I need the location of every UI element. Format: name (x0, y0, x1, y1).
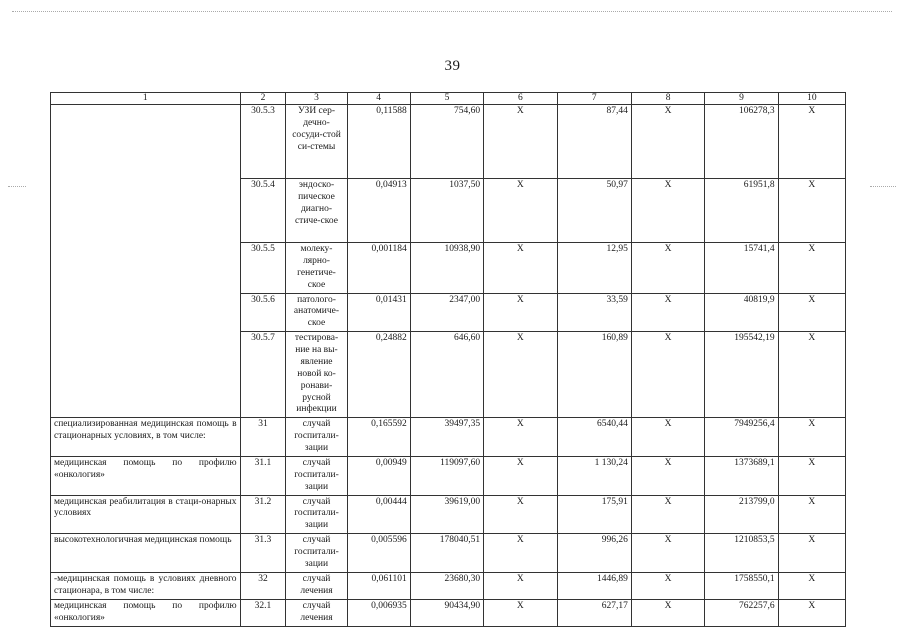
x-cell: Х (631, 332, 704, 418)
header-cell: 10 (778, 93, 845, 105)
value-cell: 996,26 (557, 534, 631, 573)
value-cell: 0,165592 (347, 418, 410, 457)
name-cell: -медицинская помощь в условиях дневного стационара, в том числе: (51, 572, 241, 599)
value-cell: 1758550,1 (705, 572, 778, 599)
x-cell: Х (631, 243, 704, 294)
name-cell: медицинская помощь по профилю «онкология» (51, 599, 241, 626)
table-row (51, 418, 846, 457)
unit-cell: патолого-анатомиче-ское (286, 293, 347, 332)
unit-cell: случай госпитали-зации (286, 495, 347, 534)
header-cell: 2 (240, 93, 286, 105)
value-cell: 762257,6 (705, 599, 778, 626)
value-cell: 40819,9 (705, 293, 778, 332)
unit-cell: случай лечения (286, 572, 347, 599)
table-row (51, 572, 846, 599)
name-cell: медицинская помощь по профилю «онкология» (51, 456, 241, 495)
value-cell: 178040,51 (410, 534, 483, 573)
value-cell: 0,00949 (347, 456, 410, 495)
x-cell: Х (484, 418, 557, 457)
x-cell: Х (484, 179, 557, 243)
scan-artifact-left (8, 186, 26, 187)
x-cell: Х (778, 243, 845, 294)
value-cell: 87,44 (557, 105, 631, 179)
name-cell: медицинская реабилитация в стаци-онарных условиях (51, 495, 241, 534)
x-cell: Х (484, 534, 557, 573)
x-cell: Х (631, 572, 704, 599)
x-cell: Х (484, 495, 557, 534)
x-cell: Х (631, 418, 704, 457)
value-cell: 0,001184 (347, 243, 410, 294)
value-cell: 0,04913 (347, 179, 410, 243)
unit-cell: случай лечения (286, 599, 347, 626)
x-cell: Х (778, 293, 845, 332)
value-cell: 754,60 (410, 105, 483, 179)
x-cell: Х (778, 456, 845, 495)
code-cell: 30.5.5 (240, 243, 286, 294)
code-cell: 31 (240, 418, 286, 457)
value-cell: 2347,00 (410, 293, 483, 332)
unit-cell: случай госпитали-зации (286, 534, 347, 573)
data-table (50, 92, 846, 627)
value-cell: 15741,4 (705, 243, 778, 294)
value-cell: 106278,3 (705, 105, 778, 179)
value-cell: 0,005596 (347, 534, 410, 573)
value-cell: 0,11588 (347, 105, 410, 179)
table-row (51, 599, 846, 626)
x-cell: Х (631, 599, 704, 626)
value-cell: 1446,89 (557, 572, 631, 599)
header-cell: 5 (410, 93, 483, 105)
value-cell: 61951,8 (705, 179, 778, 243)
name-cell: специализированная медицинская помощь в стационарных условиях, в том числе: (51, 418, 241, 457)
value-cell: 1210853,5 (705, 534, 778, 573)
name-cell: высокотехнологичная медицинская помощь (51, 534, 241, 573)
table-row (51, 534, 846, 573)
code-cell: 31.2 (240, 495, 286, 534)
x-cell: Х (631, 456, 704, 495)
value-cell: 90434,90 (410, 599, 483, 626)
x-cell: Х (484, 293, 557, 332)
value-cell: 119097,60 (410, 456, 483, 495)
value-cell: 1037,50 (410, 179, 483, 243)
unit-cell: молеку-лярно-генетиче-ское (286, 243, 347, 294)
x-cell: Х (484, 332, 557, 418)
header-cell: 1 (51, 93, 241, 105)
x-cell: Х (778, 572, 845, 599)
unit-cell: УЗИ сер-дечно-сосуди-стой си-стемы (286, 105, 347, 179)
scan-artifact-right (870, 186, 896, 187)
code-cell: 30.5.3 (240, 105, 286, 179)
x-cell: Х (484, 243, 557, 294)
value-cell: 1 130,24 (557, 456, 631, 495)
header-cell: 8 (631, 93, 704, 105)
value-cell: 195542,19 (705, 332, 778, 418)
x-cell: Х (778, 105, 845, 179)
header-row (51, 93, 846, 105)
value-cell: 160,89 (557, 332, 631, 418)
x-cell: Х (631, 495, 704, 534)
unit-cell: случай госпитали-зации (286, 456, 347, 495)
value-cell: 213799,0 (705, 495, 778, 534)
header-cell: 6 (484, 93, 557, 105)
x-cell: Х (484, 572, 557, 599)
value-cell: 0,24882 (347, 332, 410, 418)
unit-cell: случай госпитали-зации (286, 418, 347, 457)
x-cell: Х (778, 418, 845, 457)
x-cell: Х (778, 179, 845, 243)
header-cell: 7 (557, 93, 631, 105)
value-cell: 175,91 (557, 495, 631, 534)
x-cell: Х (778, 534, 845, 573)
header-cell: 9 (705, 93, 778, 105)
x-cell: Х (484, 105, 557, 179)
value-cell: 50,97 (557, 179, 631, 243)
page-number: 39 (444, 58, 461, 74)
code-cell: 32 (240, 572, 286, 599)
x-cell: Х (484, 456, 557, 495)
scan-artifact-top (12, 11, 892, 12)
value-cell: 0,006935 (347, 599, 410, 626)
x-cell: Х (631, 293, 704, 332)
x-cell: Х (631, 534, 704, 573)
x-cell: Х (778, 495, 845, 534)
table-row (51, 456, 846, 495)
unit-cell: тестирова-ние на вы-явление новой ко-ронави-русной инфекции (286, 332, 347, 418)
value-cell: 627,17 (557, 599, 631, 626)
value-cell: 1373689,1 (705, 456, 778, 495)
x-cell: Х (778, 599, 845, 626)
value-cell: 12,95 (557, 243, 631, 294)
code-cell: 31.1 (240, 456, 286, 495)
table-row (51, 495, 846, 534)
x-cell: Х (631, 105, 704, 179)
value-cell: 0,061101 (347, 572, 410, 599)
name-cell (51, 105, 241, 418)
value-cell: 6540,44 (557, 418, 631, 457)
header-cell: 4 (347, 93, 410, 105)
code-cell: 31.3 (240, 534, 286, 573)
value-cell: 0,00444 (347, 495, 410, 534)
code-cell: 30.5.6 (240, 293, 286, 332)
header-cell: 3 (286, 93, 347, 105)
unit-cell: эндоско-пическое диагно-стиче-ское (286, 179, 347, 243)
value-cell: 7949256,4 (705, 418, 778, 457)
value-cell: 39619,00 (410, 495, 483, 534)
code-cell: 32.1 (240, 599, 286, 626)
code-cell: 30.5.4 (240, 179, 286, 243)
value-cell: 646,60 (410, 332, 483, 418)
value-cell: 10938,90 (410, 243, 483, 294)
value-cell: 33,59 (557, 293, 631, 332)
value-cell: 39497,35 (410, 418, 483, 457)
value-cell: 0,01431 (347, 293, 410, 332)
value-cell: 23680,30 (410, 572, 483, 599)
x-cell: Х (778, 332, 845, 418)
table-row (51, 105, 846, 179)
code-cell: 30.5.7 (240, 332, 286, 418)
x-cell: Х (484, 599, 557, 626)
x-cell: Х (631, 179, 704, 243)
